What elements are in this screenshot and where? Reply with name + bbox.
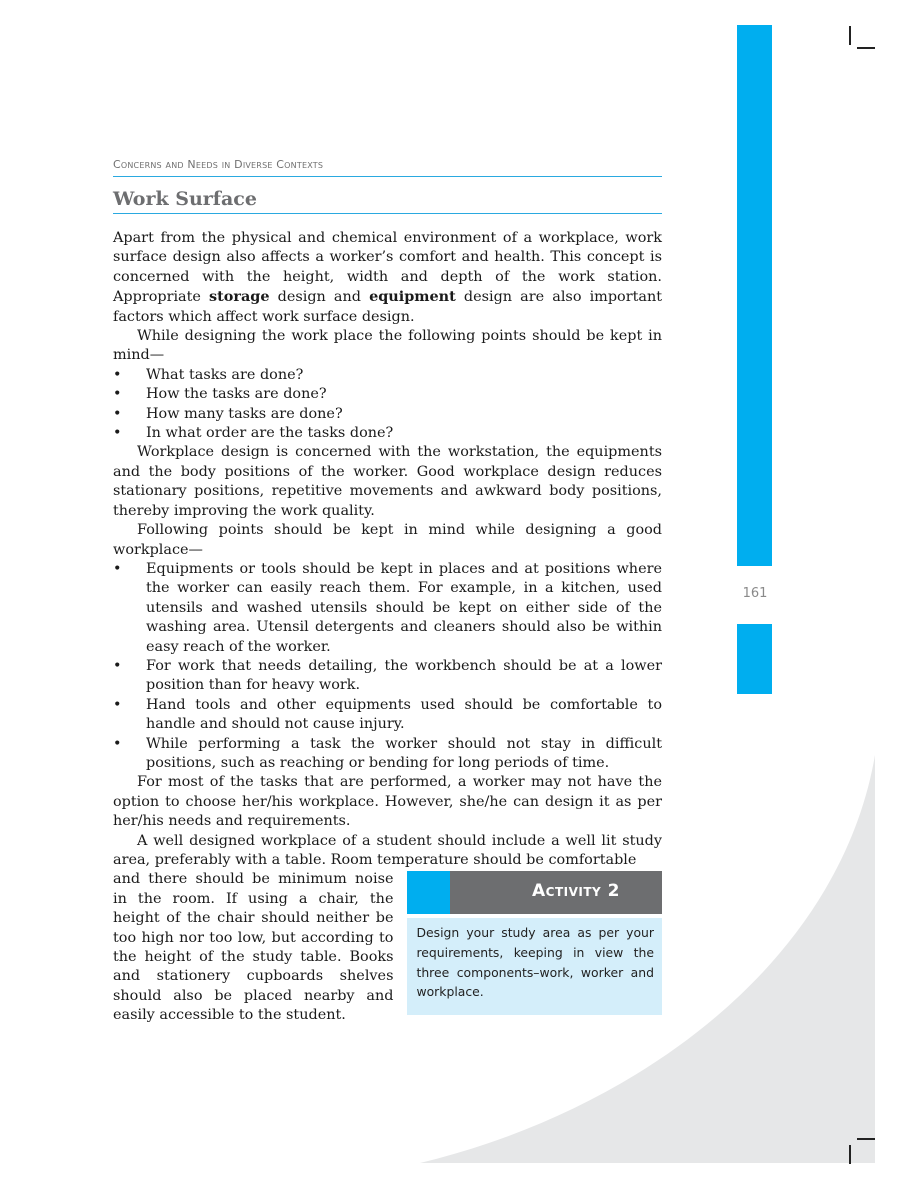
list-item-text: While performing a task the worker should not stay in difficult positions, such as reaching or bending for long periods of time. <box>146 735 662 771</box>
list-item <box>113 735 662 774</box>
bold-term-storage: storage <box>209 288 270 306</box>
crop-mark <box>857 1138 875 1140</box>
list-item-text: In what order are the tasks done? <box>146 425 394 442</box>
main-content <box>113 229 662 1026</box>
list-item <box>113 366 662 385</box>
intro-text: Apart from the physical and chemical environment of a workplace, work surface design also affects a worker’s comfort and health. This concept is concerned with the height, width and depth of the work station. Appropriate <box>113 230 662 306</box>
list-item-text: For work that needs detailing, the workbench should be at a lower position than for heavy work. <box>146 657 662 694</box>
bullet-icon: • <box>113 696 122 713</box>
bold-term-equipment: equipment <box>369 288 456 306</box>
bullet-icon: • <box>113 425 122 442</box>
section-title: Work Surface <box>113 188 662 214</box>
paragraph-student-continued: and there should be minimum noise in the room. If using a chair, the height of the chair should neither be too high nor too low, but according to the height of the study table. Books and stationery cupboards shelves should also be placed nearby and easily accessible to the student. <box>113 871 394 1024</box>
bullet-icon: • <box>113 386 122 403</box>
running-header-text: Concerns and Needs in Diverse Contexts <box>113 158 324 171</box>
list-item <box>113 405 662 424</box>
intro-text: design are also important factors which affect work surface design. <box>113 289 662 325</box>
guidelines-list <box>113 560 662 773</box>
list-item <box>113 560 662 657</box>
bullet-icon: • <box>113 735 122 752</box>
sidebar-color-bar-top <box>737 25 772 566</box>
list-item <box>113 657 662 696</box>
list-item <box>113 696 662 735</box>
page-number: 161 <box>742 586 768 601</box>
bullet-icon: • <box>113 657 122 674</box>
list-item <box>113 385 662 404</box>
bullet-icon: • <box>113 405 122 422</box>
crop-mark <box>857 47 875 49</box>
paragraph-intro <box>113 229 662 327</box>
paragraph-good-workplace: Following points should be kept in mind while designing a good workplace— <box>113 522 662 558</box>
list-item-text: How the tasks are done? <box>146 386 327 403</box>
intro-text: design and <box>269 289 370 306</box>
activity-box <box>407 871 662 1014</box>
activity-header <box>407 871 662 914</box>
questions-list <box>113 366 662 444</box>
wrap-row <box>113 870 662 1025</box>
paragraph-points-intro: While designing the work place the following points should be kept in mind— <box>113 328 662 364</box>
bullet-icon: • <box>113 366 122 383</box>
list-item-text: What tasks are done? <box>146 366 304 383</box>
crop-mark <box>849 26 851 45</box>
activity-accent-block <box>407 871 450 914</box>
activity-text: Design your study area as per your requirements, keeping in view the three components–work, worker and workplace. <box>407 918 662 1014</box>
activity-title: Activity 2 <box>532 881 620 902</box>
paragraph-choice: For most of the tasks that are performed, a worker may not have the option to choose her/his workplace. However, she/he can design it as per her/his needs and requirements. <box>113 774 662 830</box>
running-header <box>113 158 662 177</box>
paragraph-workplace-design: Workplace design is concerned with the workstation, the equipments and the body positions of the worker. Good workplace design reduces stationary positions, repetitive movements and awkward body positions, thereby improving the work quality. <box>113 444 662 519</box>
list-item <box>113 424 662 443</box>
paragraph-student-workplace: A well designed workplace of a student should include a well lit study area, preferably with a table. Room temperature should be comfortable <box>113 832 662 868</box>
crop-mark <box>849 1145 851 1164</box>
bullet-icon: • <box>113 560 122 577</box>
list-item-text: Hand tools and other equipments used should be comfortable to handle and should not cause injury. <box>146 696 662 733</box>
sidebar-color-bar-bottom <box>737 624 772 694</box>
list-item-text: How many tasks are done? <box>146 405 343 422</box>
list-item-text: Equipments or tools should be kept in places and at positions where the worker can easily reach them. For example, in a kitchen, used utensils and washed utensils should be kept on either side of the washing area. Utensil detergents and cleaners should also be within easy reach of the worker. <box>146 560 662 655</box>
